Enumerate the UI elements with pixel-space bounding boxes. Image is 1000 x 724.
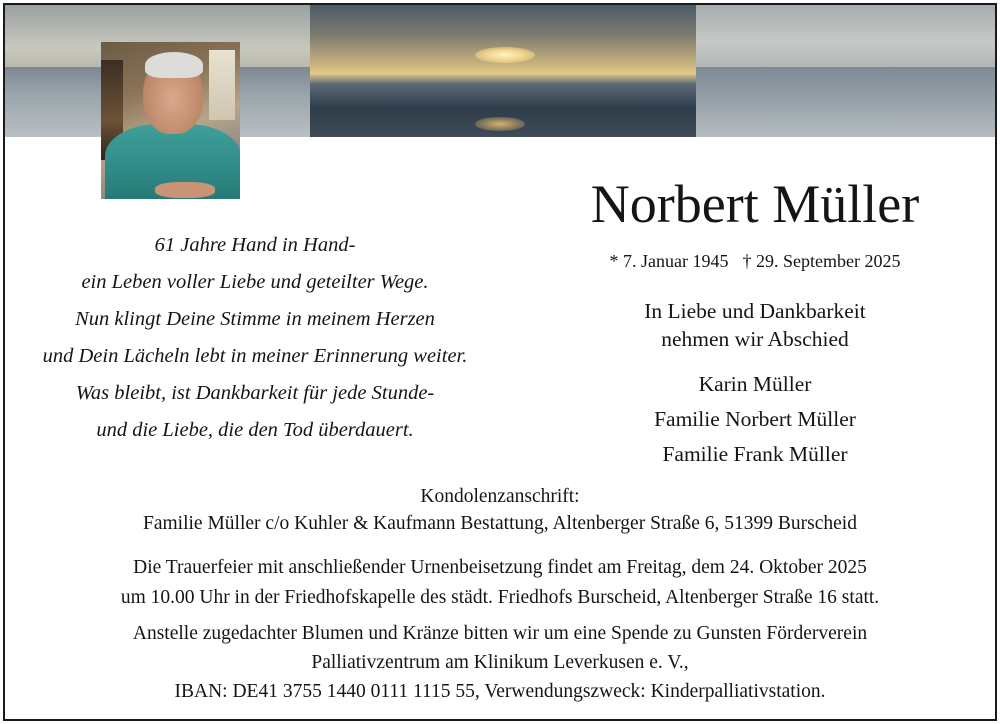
poem-line: und die Liebe, die den Tod überdauert.	[96, 419, 414, 441]
condolence-address: Familie Müller c/o Kuhler & Kaufmann Bestattung, Altenberger Straße 6, 51399 Burscheid	[143, 513, 857, 534]
poem-line: und Dein Lächeln lebt in meiner Erinnerung weiter.	[42, 345, 468, 367]
donation-line: Palliativzentrum am Klinikum Leverkusen e. V.,	[311, 652, 689, 673]
life-dates	[525, 249, 985, 273]
banner-sun-reflection	[475, 117, 525, 131]
donation-iban-line: IBAN: DE41 3755 1440 0111 1115 55, Verwendungszweck: Kinderpalliativstation.	[174, 681, 826, 702]
obituary-card	[3, 3, 997, 721]
banner-sea-right	[695, 67, 995, 137]
mourner: Familie Frank Müller	[662, 442, 848, 466]
farewell-text	[525, 297, 985, 353]
mourner: Familie Norbert Müller	[654, 407, 856, 431]
ceremony-info	[5, 553, 995, 613]
death-date: † 29. September 2025	[742, 251, 901, 271]
birth-date: * 7. Januar 1945	[609, 251, 729, 271]
poem-line: ein Leben voller Liebe und geteilter Wege.	[81, 271, 429, 293]
portrait-photo	[101, 42, 240, 199]
mourner: Karin Müller	[698, 372, 812, 396]
ceremony-line: um 10.00 Uhr in der Friedhofskapelle des städt. Friedhofs Burscheid, Altenberger Straße 16 statt.	[120, 587, 880, 608]
poem-line: Was bleibt, ist Dankbarkeit für jede Stunde-	[75, 382, 435, 404]
mourners-list	[525, 367, 985, 472]
farewell-line: In Liebe und Dankbarkeit	[644, 299, 866, 323]
farewell-line: nehmen wir Abschied	[661, 327, 849, 351]
condolence-address-block	[5, 483, 995, 537]
poem	[5, 227, 505, 449]
ceremony-line: Die Trauerfeier mit anschließender Urnenbeisetzung findet am Freitag, dem 24. Oktober 2025	[133, 557, 867, 578]
photo-hands	[155, 182, 215, 198]
donation-info	[5, 619, 995, 706]
photo-hair	[145, 52, 203, 78]
photo-window	[209, 50, 235, 120]
deceased-name: Norbert Müller	[590, 174, 920, 234]
poem-line: 61 Jahre Hand in Hand-	[154, 234, 356, 256]
donation-line: Anstelle zugedachter Blumen und Kränze bitten wir um eine Spende zu Gunsten Förderverein	[132, 623, 868, 644]
poem-line: Nun klingt Deine Stimme in meinem Herzen	[75, 308, 435, 330]
banner-sky-right	[695, 5, 995, 67]
banner-sun	[475, 47, 535, 63]
condolence-label: Kondolenzanschrift:	[420, 486, 580, 507]
